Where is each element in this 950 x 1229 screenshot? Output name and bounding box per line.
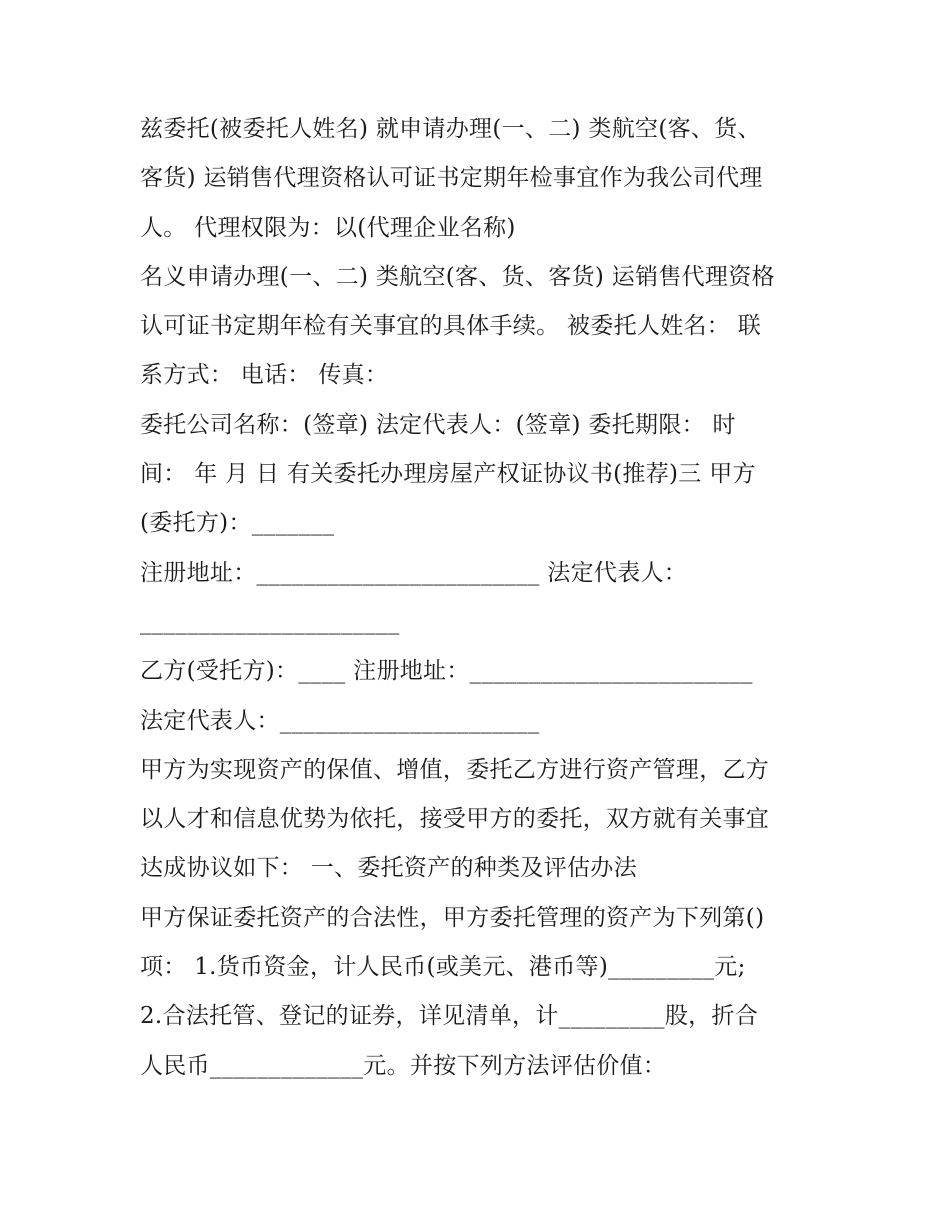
text-line: 人。 代理权限为：以(代理企业名称) — [140, 214, 516, 241]
text-line: 认可证书定期年检有关事宜的具体手续。 被委托人姓名： 联 — [140, 313, 762, 340]
text-line: 人民币_____________元。并按下列方法评估价值： — [140, 1052, 667, 1079]
text-line: 注册地址：________________________ 法定代表人： — [140, 559, 688, 586]
text-line: 以人才和信息优势为依托，接受甲方的委托，双方就有关事宜 — [140, 806, 770, 833]
text-line: 达成协议如下： 一、委托资产的种类及评估办法 — [140, 855, 637, 882]
text-line: 兹委托(被委托人姓名) 就申请办理(一、二) 类航空(客、货、 — [140, 116, 761, 142]
text-line: 甲方为实现资产的保值、增值，委托乙方进行资产管理，乙方 — [140, 756, 770, 783]
text-line: (委托方)：_______ — [140, 510, 335, 537]
document-body — [140, 105, 820, 1091]
text-line: 乙方(受托方)：____ 注册地址：________________________ — [140, 658, 753, 685]
text-line: 甲方保证委托资产的合法性，甲方委托管理的资产为下列第() — [140, 904, 765, 931]
text-line: 客货) 运销售代理资格认可证书定期年检事宜作为我公司代理 — [140, 165, 763, 192]
text-line: 名义申请办理(一、二) 类航空(客、货、客货) 运销售代理资格 — [140, 263, 775, 290]
text-line: ______________________ — [140, 608, 400, 635]
text-line: 系方式： 电话： 传真： — [140, 362, 389, 389]
text-line: 法定代表人：______________________ — [140, 707, 540, 734]
text-line: 委托公司名称：(签章) 法定代表人：(签章) 委托期限： 时 — [140, 411, 736, 438]
text-line: 项： 1.货币资金，计人民币(或美元、港币等)_________元; — [140, 954, 746, 981]
text-line: 2.合法托管、登记的证券，详见清单，计_________股，折合 — [140, 1003, 759, 1030]
text-line: 间： 年 月 日 有关委托办理房屋产权证协议书(推荐)三 甲方 — [140, 461, 756, 488]
